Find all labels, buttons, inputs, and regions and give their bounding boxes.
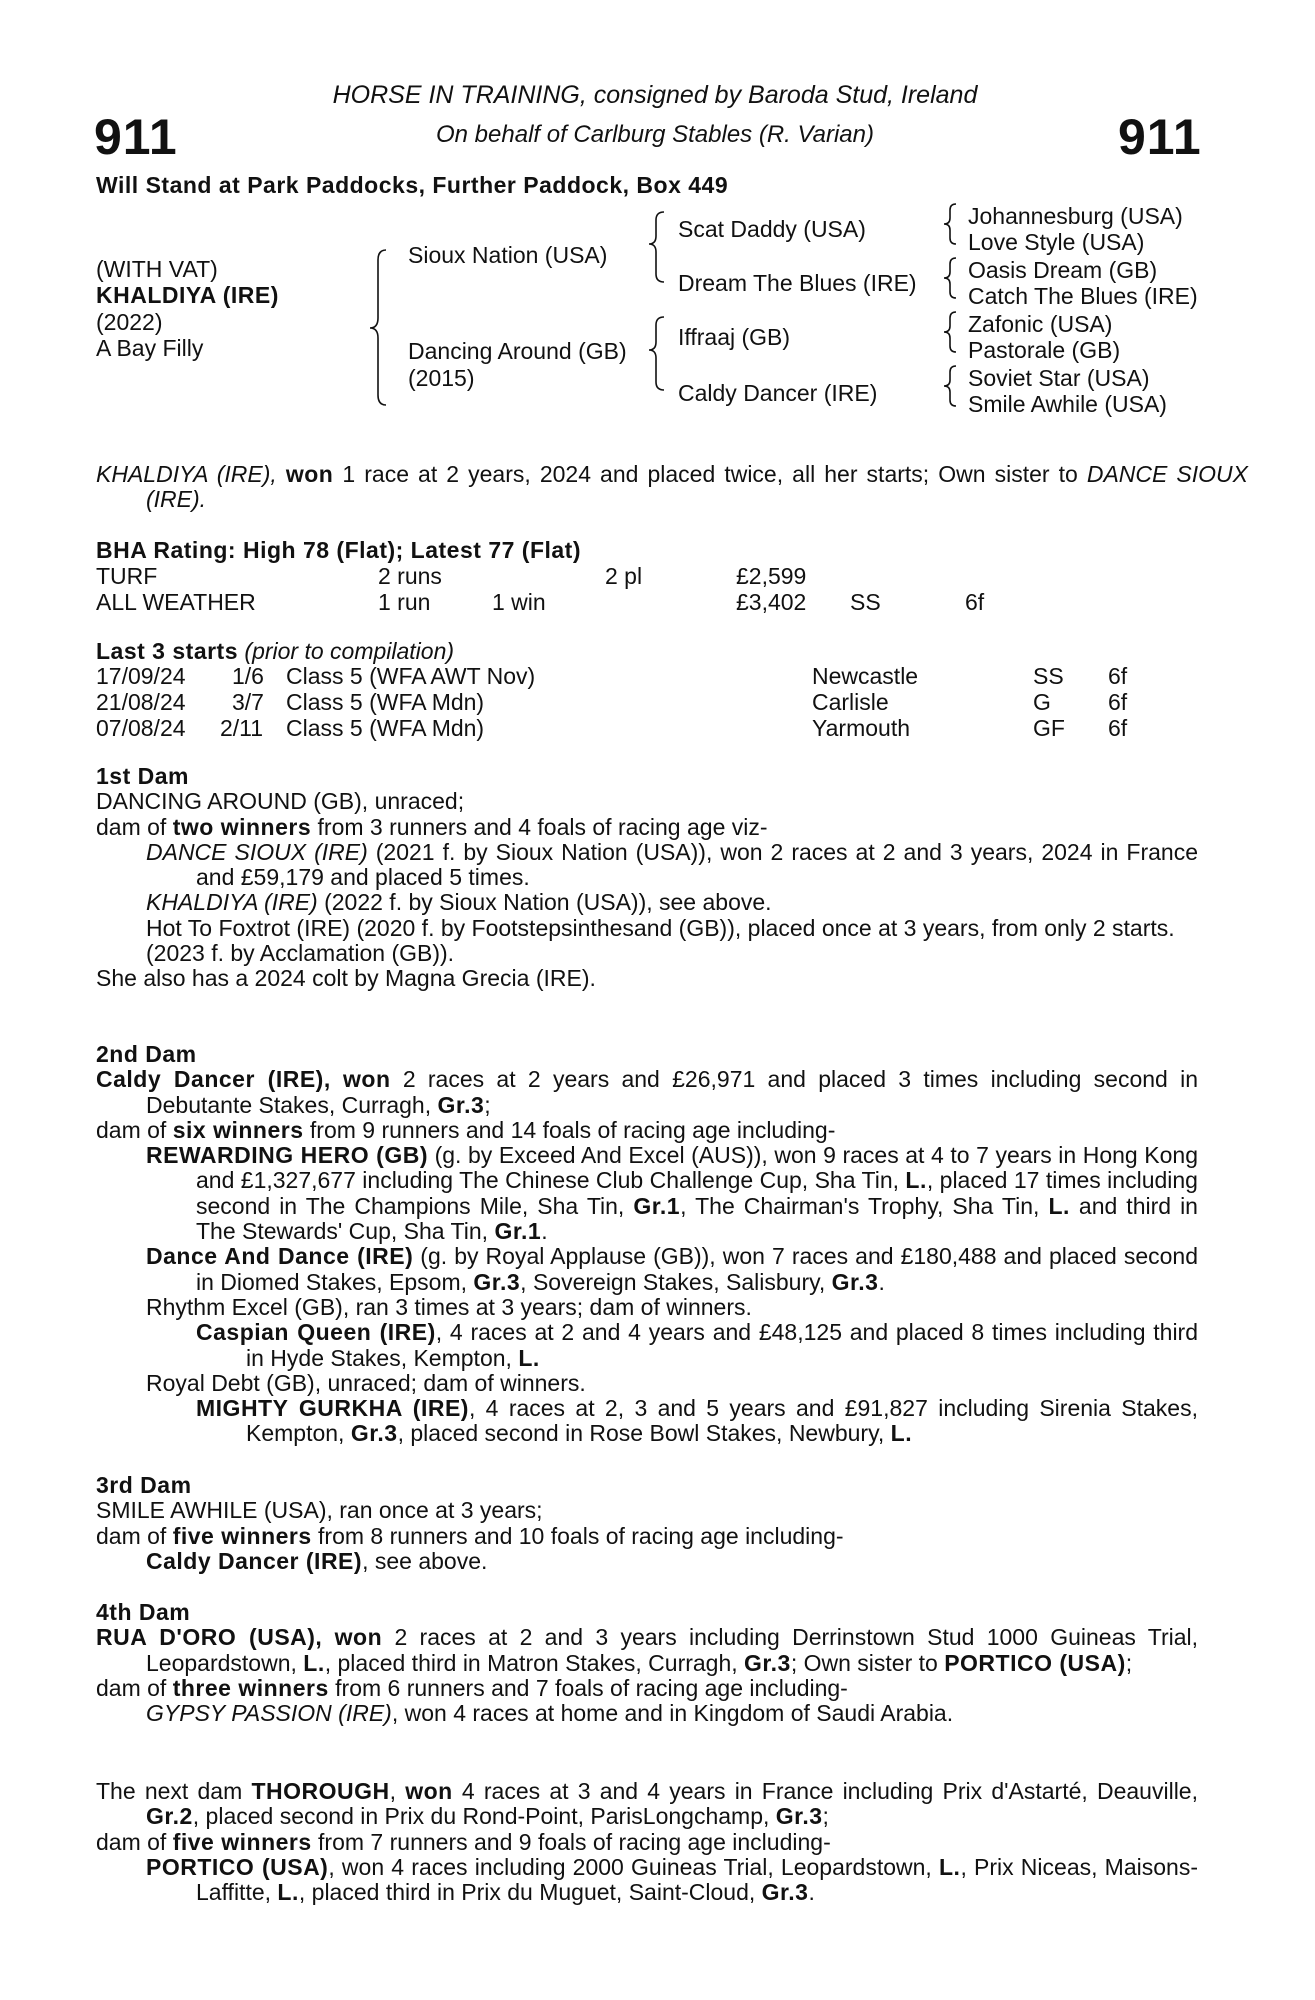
rating-placed: 2 pl (605, 563, 643, 589)
start-course: Carlisle (812, 689, 889, 715)
pedigree-dam-sire: Iffraaj (GB) (678, 324, 791, 350)
brace-g3-2 (944, 258, 956, 298)
offspring-entry: DANCE SIOUX (IRE) (2021 f. by Sioux Nation (USA)), won 2 races at 2 and 3 years, 2024 in France and £59,179 and placed 5 times. (146, 838, 1198, 891)
fourth-dam-heading: 4th Dam (96, 1599, 191, 1625)
second-dam-section (96, 1042, 1198, 1447)
rating-surface: TURF (96, 563, 158, 589)
summary-won: won (285, 461, 334, 487)
rating-surface: ALL WEATHER (96, 589, 256, 615)
pedigree-g3: Love Style (USA) (968, 229, 1145, 255)
summary-sister: DANCE SIOUX (IRE). (146, 461, 1248, 513)
offspring-entry: (2023 f. by Acclamation (GB)). (146, 940, 455, 967)
second-dam-record: Caldy Dancer (IRE), won 2 races at 2 years and £26,971 and placed 3 times including second in Debutante Stakes, Curragh, Gr.3; (96, 1066, 1198, 1118)
fourth-dam-produce-line: dam of three winners from 6 runners and 7 foals of racing age including- (96, 1674, 848, 1701)
start-going: G (1033, 689, 1051, 715)
lot-number-left: 911 (94, 109, 178, 165)
rating-runs: 1 run (378, 589, 431, 615)
last-starts-heading-line (96, 638, 454, 664)
pedigree-sire-sire: Scat Daddy (USA) (678, 216, 866, 242)
pedigree-g3: Smile Awhile (USA) (968, 391, 1167, 417)
brace-g3-1 (944, 204, 956, 244)
pedigree-dam-dam: Caldy Dancer (IRE) (678, 380, 878, 406)
first-dam-note: She also has a 2024 colt by Magna Grecia (IRE). (96, 965, 596, 992)
rating-runs: 2 runs (378, 563, 442, 589)
start-distance: 6f (1108, 715, 1128, 741)
next-dam-record: The next dam THOROUGH, won 4 races at 3 and 4 years in France including Prix d'Astarté, Deauville, Gr.2, placed second in Prix du Rond-Point, ParisLongchamp, Gr.3; (96, 1778, 1198, 1830)
pedigree-g3: Pastorale (GB) (968, 337, 1121, 363)
first-dam-section (96, 764, 1198, 992)
offspring-entry: GYPSY PASSION (IRE), won 4 races at home and in Kingdom of Saudi Arabia. (146, 1700, 954, 1727)
start-distance: 6f (1108, 689, 1128, 715)
vat-note: (WITH VAT) (96, 256, 218, 282)
start-distance: 6f (1108, 663, 1128, 689)
start-course: Newcastle (812, 663, 919, 689)
rating-wins: 1 win (492, 589, 546, 615)
start-row (0, 663, 1315, 689)
offspring-entry: Rhythm Excel (GB), ran 3 times at 3 years; dam of winners. (146, 1293, 752, 1320)
start-position: 1/6 (232, 663, 264, 689)
start-row (0, 715, 1315, 741)
offspring-entry: PORTICO (USA), won 4 races including 2000 Guineas Trial, Leopardstown, L., Prix Niceas, Maisons-Laffitte, L., placed third in Prix du Muguet, Saint-Cloud, Gr.3. (146, 1853, 1198, 1906)
brace-main (370, 250, 386, 405)
last-starts-heading: Last 3 starts (96, 638, 239, 664)
brace-g3-3 (944, 312, 956, 352)
offspring-entry: Dance And Dance (IRE) (g. by Royal Applause (GB)), won 7 races and £180,488 and placed second in Diomed Stakes, Epsom, Gr.3, Sovereign Stakes, Salisbury, Gr.3. (146, 1243, 1198, 1295)
offspring-entry: KHALDIYA (IRE) (2022 f. by Sioux Nation (USA)), see above. (146, 889, 772, 916)
start-position: 3/7 (232, 689, 264, 715)
third-dam-section (96, 1473, 1198, 1574)
second-dam-heading: 2nd Dam (96, 1041, 197, 1067)
offspring-entry: Hot To Foxtrot (IRE) (2020 f. by Footstepsinthesand (GB)), placed once at 3 years, from only 2 starts. (146, 914, 1175, 941)
last-starts-note: (prior to compilation) (244, 638, 455, 664)
pedigree-g3: Johannesburg (USA) (968, 203, 1183, 229)
start-class: Class 5 (WFA Mdn) (286, 715, 485, 741)
horse-description: A Bay Filly (96, 335, 204, 361)
brace-sire (649, 212, 664, 282)
start-class: Class 5 (WFA Mdn) (286, 689, 485, 715)
horse-name: KHALDIYA (IRE) (96, 282, 279, 308)
start-going: GF (1033, 715, 1065, 741)
consignment-line: HORSE IN TRAINING, consigned by Baroda Stud, Ireland (332, 81, 978, 109)
rating-distance: 6f (965, 589, 985, 615)
start-position: 2/11 (220, 715, 264, 741)
first-dam-produce-line: dam of two winners from 3 runners and 4 foals of racing age viz- (96, 813, 768, 840)
grand-offspring-entry: MIGHTY GURKHA (IRE), 4 races at 2, 3 and 5 years and £91,827 including Sirenia Stakes, Kempton, Gr.3, placed second in Rose Bowl Stakes, Newbury, L. (196, 1395, 1198, 1447)
fourth-dam-record: RUA D'ORO (USA), won 2 races at 2 and 3 years including Derrinstown Stud 1000 Guineas Trial, Leopardstown, L., placed third in Matron Stakes, Curragh, Gr.3; Own sister to PORTICO (USA); (96, 1624, 1199, 1676)
rating-row (0, 589, 1315, 615)
start-class: Class 5 (WFA AWT Nov) (286, 663, 536, 689)
third-dam-produce-line: dam of five winners from 8 runners and 10 foals of racing age including- (96, 1522, 844, 1549)
next-dam-section (96, 1779, 1198, 1905)
first-dam-heading: 1st Dam (96, 763, 189, 789)
fourth-dam-section (96, 1600, 1198, 1726)
grand-offspring-entry: Caspian Queen (IRE), 4 races at 2 and 4 years and £48,125 and placed 8 times including third in Hyde Stakes, Kempton, L. (196, 1319, 1199, 1371)
rating-going: SS (850, 589, 881, 615)
third-dam-heading: 3rd Dam (96, 1472, 192, 1498)
offspring-entry: Caldy Dancer (IRE), see above. (146, 1547, 488, 1574)
on-behalf-line: On behalf of Carlburg Stables (R. Varian) (436, 121, 874, 148)
pedigree-dam-year: (2015) (408, 365, 475, 391)
start-date: 07/08/24 (96, 715, 186, 741)
brace-dam (649, 317, 664, 390)
start-row (0, 689, 1315, 715)
summary-paragraph (96, 462, 1248, 513)
start-date: 21/08/24 (96, 689, 186, 715)
second-dam-produce-line: dam of six winners from 9 runners and 14 foals of racing age including- (96, 1116, 836, 1143)
horse-year: (2022) (96, 309, 163, 335)
start-going: SS (1033, 663, 1064, 689)
summary-text: 1 race at 2 years, 2024 and placed twice, all her starts; Own sister to (333, 461, 1078, 487)
pedigree-g3: Catch The Blues (IRE) (968, 283, 1198, 309)
offspring-entry: REWARDING HERO (GB) (g. by Exceed And Excel (AUS)), won 9 races at 4 to 7 years in Hong Kong and £1,327,677 including The Chinese Club Challenge Cup, Sha Tin, L., placed 17 times including second in The Champions Mile, Sha Tin, Gr.1, The Chairman's Trophy, Sha Tin, L. and third in The Stewards' Cup, Sha Tin, Gr.1. (146, 1142, 1198, 1245)
rating-prize: £2,599 (736, 563, 807, 589)
start-course: Yarmouth (812, 715, 911, 741)
next-dam-produce-line: dam of five winners from 7 runners and 9 foals of racing age including- (96, 1828, 831, 1855)
pedigree-g3: Soviet Star (USA) (968, 365, 1150, 391)
pedigree-g3: Zafonic (USA) (968, 311, 1113, 337)
rating-prize: £3,402 (736, 589, 807, 615)
lot-number-right: 911 (1118, 109, 1202, 165)
first-dam-line: DANCING AROUND (GB), unraced; (96, 788, 465, 815)
rating-heading: BHA Rating: High 78 (Flat); Latest 77 (Flat) (96, 537, 581, 563)
pedigree-dam: Dancing Around (GB) (408, 338, 627, 364)
summary-horse-name: KHALDIYA (IRE), (96, 461, 277, 487)
pedigree-sire-dam: Dream The Blues (IRE) (678, 270, 917, 296)
rating-row (0, 563, 1315, 589)
pedigree-g3: Oasis Dream (GB) (968, 257, 1158, 283)
offspring-entry: Royal Debt (GB), unraced; dam of winners. (146, 1369, 586, 1396)
location-line: Will Stand at Park Paddocks, Further Paddock, Box 449 (96, 172, 729, 198)
brace-g3-4 (944, 366, 956, 406)
pedigree-sire: Sioux Nation (USA) (408, 242, 608, 268)
start-date: 17/09/24 (96, 663, 186, 689)
third-dam-line: SMILE AWHILE (USA), ran once at 3 years; (96, 1497, 543, 1524)
